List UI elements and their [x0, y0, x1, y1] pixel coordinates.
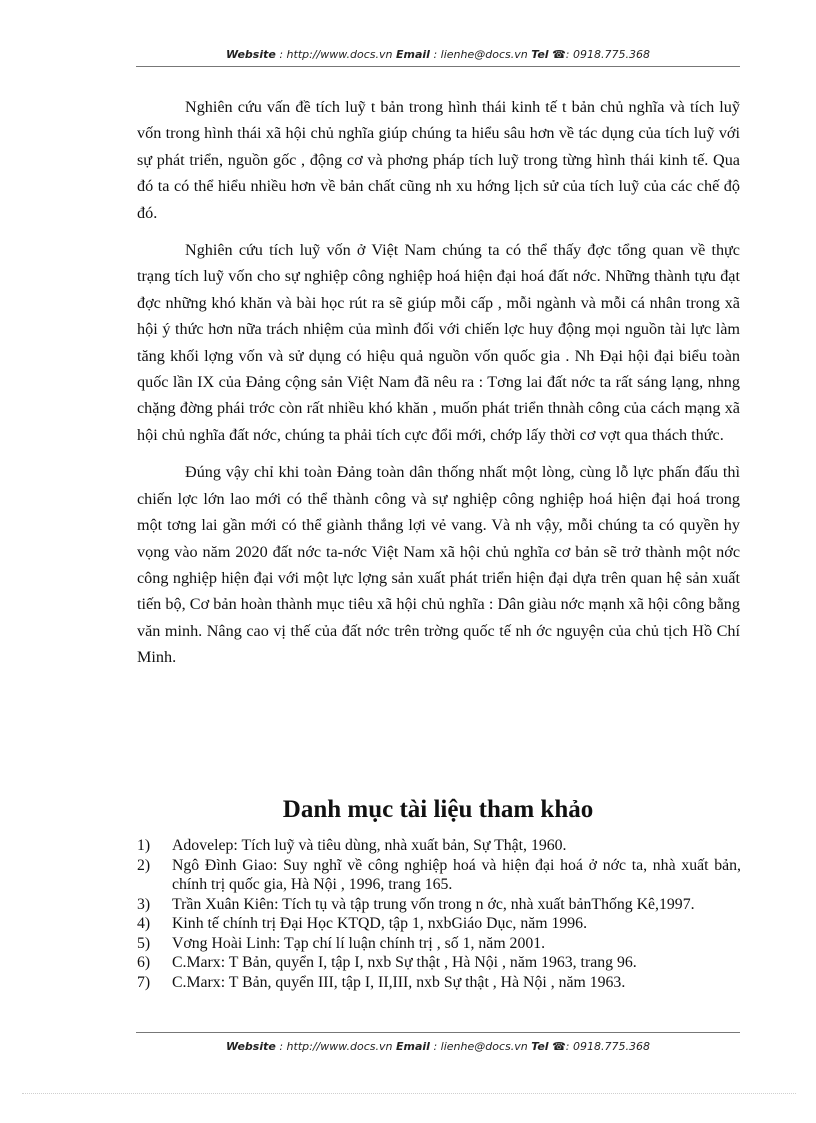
- header-rule: [136, 66, 740, 67]
- reference-number: 4): [137, 915, 151, 932]
- reference-text: Vơng Hoài Linh: Tạp chí lí luận chính trị , số 1, năm 2001.: [172, 934, 546, 952]
- footer-tel-value: : 0918.775.368: [565, 1040, 650, 1053]
- reference-item: [137, 973, 741, 993]
- telephone-icon: ☎: [552, 48, 566, 61]
- reference-text: Kinh tế chính trị Đại Học KTQD, tập 1, nxbGiáo Dục, năm 1996.: [172, 915, 588, 932]
- footer-email-value: : lienhe@docs.vn: [433, 1040, 528, 1053]
- references-list: [137, 836, 741, 992]
- header-website-label: Website: [226, 48, 276, 61]
- footer-email-label: Email: [396, 1040, 430, 1053]
- reference-item: [137, 934, 741, 954]
- header-email-label: Email: [396, 48, 430, 61]
- reference-number: 5): [137, 934, 151, 952]
- reference-text: C.Marx: T Bản, quyển III, tập I, II,III, nxb Sự thật , Hà Nội , năm 1963.: [172, 973, 626, 991]
- reference-number: 6): [137, 954, 151, 971]
- page-footer: [136, 1040, 740, 1053]
- header-email-value: : lienhe@docs.vn: [433, 48, 528, 61]
- footer-website-label: Website: [226, 1040, 276, 1053]
- footer-rule: [136, 1032, 740, 1033]
- footer-website-url: : http://www.docs.vn: [279, 1040, 393, 1053]
- reference-item: [137, 836, 741, 856]
- reference-item: [137, 914, 741, 934]
- reference-number: 3): [137, 895, 151, 913]
- reference-text: C.Marx: T Bản, quyển I, tập I, nxb Sự thật , Hà Nội , năm 1963, trang 96.: [172, 954, 637, 971]
- header-tel-label: Tel: [531, 48, 549, 61]
- reference-number: 1): [137, 837, 151, 854]
- reference-number: 7): [137, 973, 151, 991]
- page-bottom-dotted-line: [22, 1093, 796, 1094]
- page-header: [136, 48, 740, 61]
- body-paragraph-2: Nghiên cứu tích luỹ vốn ở Việt Nam chúng ta có thể thấy đợc tổng quan về thực trạng tích luỹ vốn cho sự nghiệp công nghiệp hoá hiện đại hoá đất nớc. Những thành tựu đạt đợc những khó khăn và bài học rút ra sẽ giúp mỗi cấp , mỗi ngành và mỗi cá nhân trong xã hội ý thức hơn nữa trách nhiệm của mình đối với chiến lợc huy động mọi nguồn tài lực làm tăng khối lợng vốn và sử dụng có hiệu quả nguồn vốn quốc gia . Nh Đại hội đại biểu toàn quốc lần IX của Đảng cộng sản Việt Nam đã nêu ra : Tơng lai đất nớc ta rất sáng lạng, nhng chặng đờng phái trớc còn rất nhiều khó khăn , muốn phát triển thnàh công của cách mạng xã hội chủ nghĩa đất nớc, chúng ta phải tích cực đổi mới, chớp lấy thời cơ vợt qua thách thức.: [137, 241, 740, 444]
- reference-text: Adovelep: Tích luỹ và tiêu dùng, nhà xuất bản, Sự Thật, 1960.: [172, 837, 567, 854]
- reference-item: [137, 953, 741, 973]
- reference-number: 2): [137, 856, 151, 874]
- reference-item: [137, 895, 741, 915]
- reference-text: Trần Xuân Kiên: Tích tụ và tập trung vốn trong n ớc, nhà xuất bảnThống Kê,1997.: [172, 895, 695, 913]
- references-title: Danh mục tài liệu tham khảo: [282, 796, 594, 823]
- reference-item: [137, 856, 741, 895]
- telephone-icon: ☎: [552, 1040, 566, 1053]
- body-paragraph-1: Nghiên cứu vấn đề tích luỹ t bản trong hình thái kinh tế t bản chủ nghĩa và tích luỹ vốn trong hình thái xã hội chủ nghĩa giúp chúng ta hiểu sâu hơn về tác dụng của tích luỹ với sự phát triển, nguồn gốc , động cơ và phơng pháp tích luỹ trong từng hình thái kinh tế. Qua đó ta có thể hiểu nhiều hơn về bản chất cũng nh xu hớng lịch sử của tích luỹ của các chế độ đó.: [137, 98, 740, 222]
- header-tel-value: : 0918.775.368: [565, 48, 650, 61]
- header-website-url: : http://www.docs.vn: [279, 48, 393, 61]
- reference-text: Ngô Đình Giao: Suy nghĩ về công nghiệp hoá và hiện đại hoá ở nớc ta, nhà xuất bản, chính trị quốc gia, Hà Nội , 1996, trang 165.: [172, 856, 741, 893]
- document-body: [137, 94, 740, 682]
- footer-tel-label: Tel: [531, 1040, 549, 1053]
- body-paragraph-3: Đúng vậy chỉ khi toàn Đảng toàn dân thống nhất một lòng, cùng lỗ lực phấn đấu thì chiến lợc lớn lao mới có thể thành công và sự nghiệp công nghiệp hoá hiện đại hoá trong một tơng lai gần mới có thể giành thắng lợi vẻ vang. Và nh vậy, mỗi chúng ta có quyền hy vọng vào năm 2020 đất nớc ta-nớc Việt Nam xã hội chủ nghĩa cơ bản sẽ trở thành một nớc công nghiệp hiện đại với một lực lợng sản xuất phát triển hiện đại dựa trên quan hệ sản xuất tiến bộ, Cơ bản hoàn thành mục tiêu xã hội chủ nghĩa : Dân giàu nớc mạnh xã hội công bằng văn minh. Nâng cao vị thế của đất nớc trên trờng quốc tế nh ớc nguyện của chủ tịch Hồ Chí Minh.: [137, 463, 740, 667]
